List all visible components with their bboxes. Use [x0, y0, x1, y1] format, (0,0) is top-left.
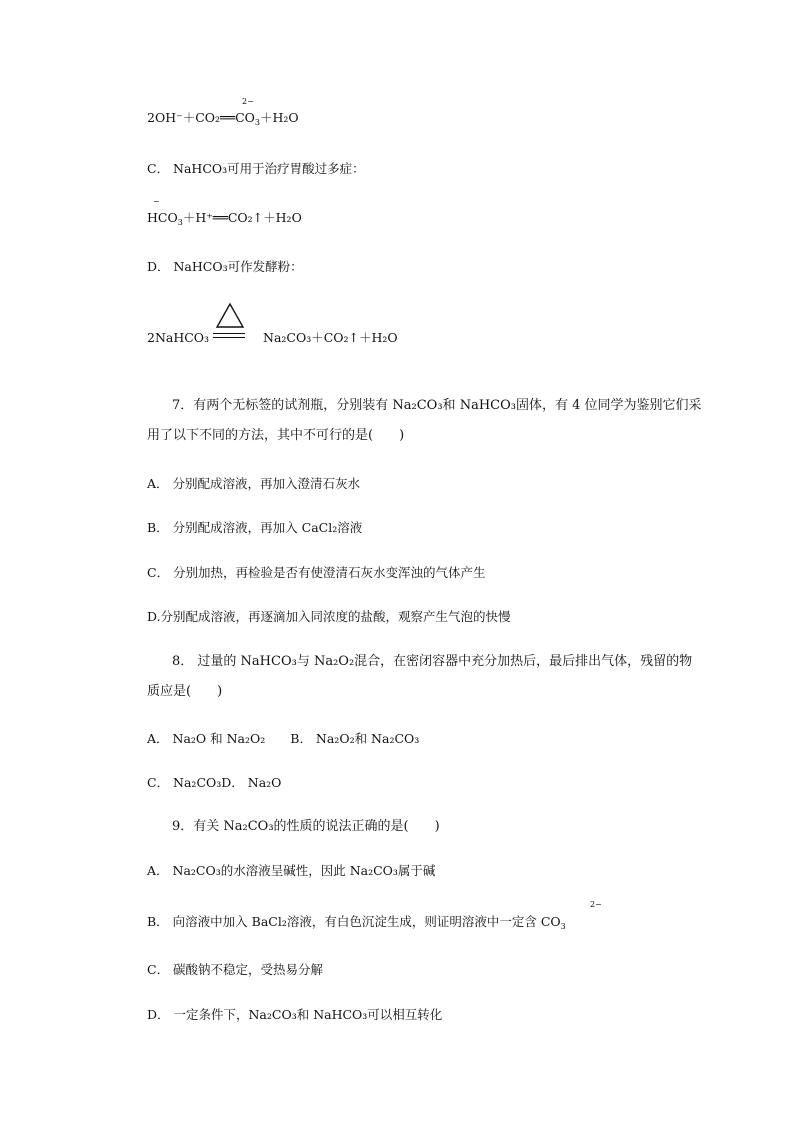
question-8-stem: 8． 过量的 NaHCO₃与 Na₂O₂混合，在密闭容器中充分加热后，最后排出气体，残留的物 [172, 654, 693, 669]
equation-oh-co2 [147, 110, 299, 131]
superscript-charge: − [153, 197, 160, 206]
question-9-stem: 9．有关 Na₂CO₃的性质的说法正确的是( ) [172, 819, 440, 834]
equals-bar-top [213, 333, 245, 334]
question-8-options-ab: A． Na₂O 和 Na₂O₂ B． Na₂O₂和 Na₂CO₃ [147, 731, 420, 746]
question-9-option-c: C． 碳酸钠不稳定，受热易分解 [147, 962, 324, 977]
option-d-label: D． NaHCO₃可作发酵粉： [147, 259, 303, 274]
question-9-option-d: D． 一定条件下，Na₂CO₃和 NaHCO₃可以相互转化 [147, 1007, 443, 1022]
question-9-option-b [147, 914, 566, 935]
superscript-charge: 2− [590, 900, 602, 909]
option-c-label: C． NaHCO₃可用于治疗胃酸过多症： [147, 161, 365, 176]
question-7-option-a: A． 分别配成溶液，再加入澄清石灰水 [147, 476, 361, 491]
subscript: 3 [560, 922, 566, 931]
subscript: 3 [177, 218, 183, 227]
subscript: 3 [254, 118, 260, 127]
question-9-option-a: A． Na₂CO₃的水溶液呈碱性，因此 Na₂CO₃属于碱 [147, 863, 436, 878]
equals-bar-bottom [213, 337, 245, 338]
equation-text: 2OH⁻＋CO₂══CO [147, 110, 255, 125]
question-8-stem-cont: 质应是( ) [147, 684, 223, 699]
question-7-option-b: B． 分别配成溶液，再加入 CaCl₂溶液 [147, 520, 363, 535]
question-7-stem-cont: 用了以下不同的方法，其中不可行的是( ) [147, 428, 405, 443]
decomposition-products: Na₂CO₃＋CO₂↑＋H₂O [263, 330, 398, 345]
heat-triangle-icon [213, 300, 247, 340]
question-7-option-c: C． 分别加热，再检验是否有使澄清石灰水变浑浊的气体产生 [147, 565, 486, 580]
question-7-option-d: D.分别配成溶液，再逐滴加入同浓度的盐酸，观察产生气泡的快慢 [147, 609, 511, 624]
equation-text: HCO [147, 210, 178, 225]
decomposition-reactant: 2NaHCO₃ [147, 330, 210, 345]
equation-tail: ＋H⁺══CO₂↑＋H₂O [182, 210, 302, 225]
equation-tail: ＋H₂O [259, 110, 299, 125]
equation-hco3-h [147, 210, 302, 231]
question-7-stem: 7．有两个无标签的试剂瓶，分别装有 Na₂CO₃和 NaHCO₃固体，有 4 位同学为鉴别它们采 [172, 398, 702, 413]
superscript-charge: 2− [242, 97, 254, 106]
option-text: B． 向溶液中加入 BaCl₂溶液，有白色沉淀生成，则证明溶液中一定含 CO [147, 914, 561, 929]
question-8-options-cd: C． Na₂CO₃D． Na₂O [147, 775, 282, 790]
